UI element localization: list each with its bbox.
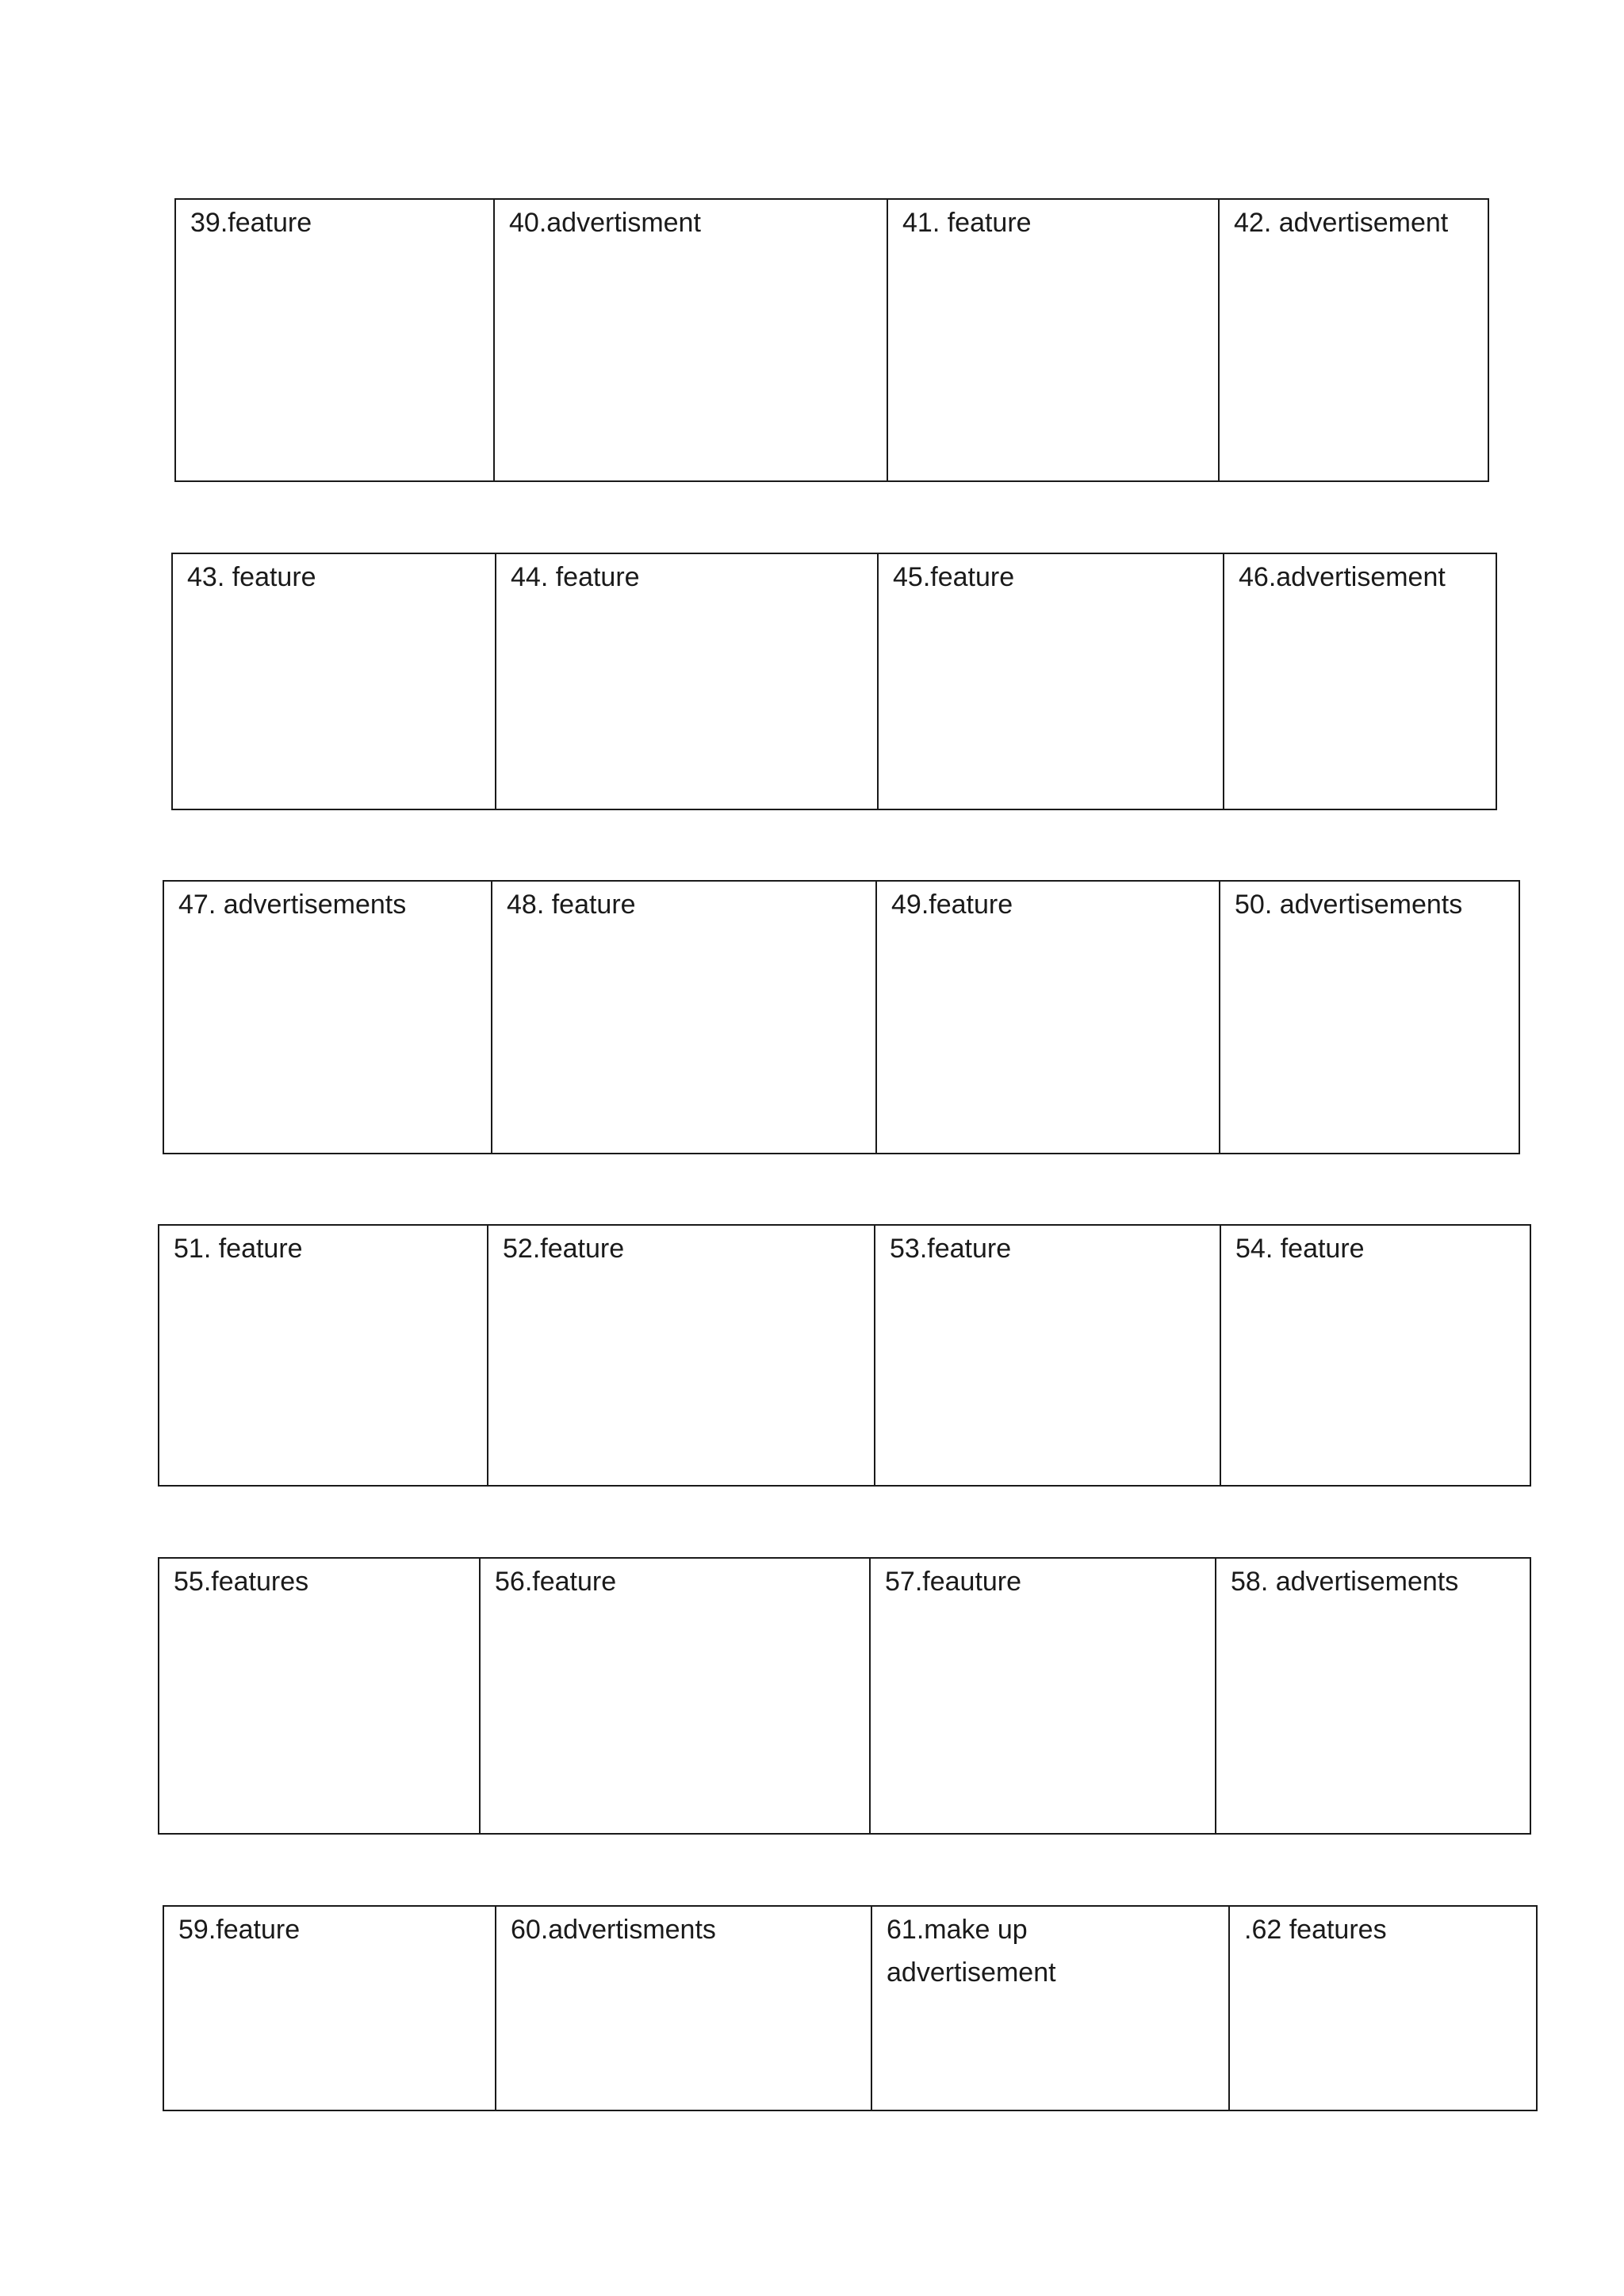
table-cell — [887, 199, 1219, 481]
table-cell — [496, 1906, 871, 2110]
table-row — [159, 1558, 1530, 1834]
table-cell — [496, 553, 878, 809]
table-cell — [480, 1558, 870, 1834]
answer-table-6 — [163, 1905, 1538, 2111]
cell-label: 55.features — [174, 1567, 309, 1597]
table-cell — [492, 881, 876, 1154]
cell-label: 44. feature — [511, 562, 640, 592]
table-cell — [876, 881, 1220, 1154]
cell-label: 47. advertisements — [178, 890, 407, 920]
table-cell — [871, 1906, 1229, 2110]
table-cell — [1220, 1225, 1530, 1486]
table-cell — [1219, 199, 1488, 481]
cell-label: 60.advertisments — [511, 1915, 716, 1945]
cell-label: 46.advertisement — [1239, 562, 1446, 592]
table-cell — [159, 1225, 488, 1486]
table-row — [172, 553, 1496, 809]
cell-label: 41. feature — [902, 208, 1032, 238]
cell-label: 58. advertisements — [1231, 1567, 1459, 1597]
answer-table-3 — [163, 880, 1520, 1154]
cell-label: 54. feature — [1235, 1234, 1365, 1264]
cell-label: 59.feature — [178, 1915, 301, 1945]
table-cell — [175, 199, 494, 481]
cell-label: 42. advertisement — [1234, 208, 1449, 238]
answer-table-2 — [171, 553, 1497, 810]
cell-label: 51. feature — [174, 1234, 303, 1264]
table-cell — [878, 553, 1224, 809]
table-cell — [1220, 881, 1519, 1154]
answer-table-5 — [158, 1557, 1531, 1835]
table-cell — [1224, 553, 1496, 809]
table-cell — [1229, 1906, 1537, 2110]
cell-label: 52.feature — [503, 1234, 625, 1264]
cell-label: .62 features — [1244, 1915, 1387, 1945]
answer-table-1 — [174, 198, 1489, 482]
cell-label: 39.feature — [190, 208, 312, 238]
table-row — [175, 199, 1488, 481]
table-row — [163, 881, 1519, 1154]
table-cell — [1216, 1558, 1530, 1834]
table-row — [159, 1225, 1530, 1486]
cell-label: 45.feature — [893, 562, 1015, 592]
cell-label: 40.advertisment — [509, 208, 701, 238]
table-cell — [494, 199, 887, 481]
table-cell — [875, 1225, 1220, 1486]
table-row — [163, 1906, 1537, 2110]
table-cell — [163, 1906, 496, 2110]
cell-label: 56.feature — [495, 1567, 617, 1597]
table-cell — [159, 1558, 480, 1834]
table-cell — [163, 881, 492, 1154]
answer-table-4 — [158, 1224, 1531, 1487]
table-cell — [488, 1225, 875, 1486]
table-cell — [172, 553, 496, 809]
cell-label: 50. advertisements — [1235, 890, 1463, 920]
cell-label: 48. feature — [507, 890, 636, 920]
table-cell — [870, 1558, 1216, 1834]
cell-label: 61.make up advertisement — [887, 1915, 1056, 1988]
cell-label: 57.feauture — [885, 1567, 1022, 1597]
cell-label: 53.feature — [890, 1234, 1012, 1264]
cell-label: 49.feature — [891, 890, 1013, 920]
cell-label: 43. feature — [187, 562, 316, 592]
